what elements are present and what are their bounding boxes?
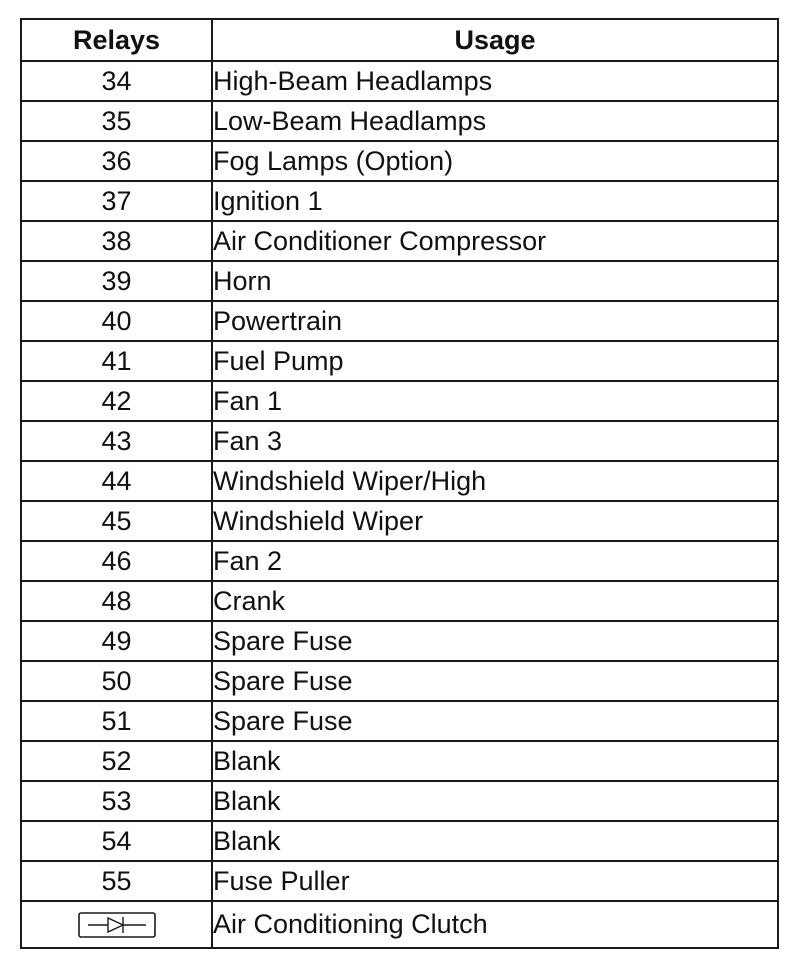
table-row: [21, 421, 778, 461]
table-row: [21, 901, 778, 948]
relay-usage: Spare Fuse: [212, 701, 778, 741]
relay-usage: Windshield Wiper: [212, 501, 778, 541]
table-row: [21, 861, 778, 901]
table-row: [21, 301, 778, 341]
ac-clutch-diode-symbol-icon: [78, 912, 156, 938]
relay-number: 37: [21, 181, 212, 221]
relay-number: 55: [21, 861, 212, 901]
relay-usage: Fuel Pump: [212, 341, 778, 381]
relay-usage: Fan 2: [212, 541, 778, 581]
relay-number: 35: [21, 101, 212, 141]
relay-usage: Fan 3: [212, 421, 778, 461]
relay-usage: Fog Lamps (Option): [212, 141, 778, 181]
table-row: [21, 261, 778, 301]
table-row: [21, 741, 778, 781]
table-row: [21, 61, 778, 101]
relay-number: 36: [21, 141, 212, 181]
relay-number: 42: [21, 381, 212, 421]
table-row: [21, 621, 778, 661]
relay-usage: Low-Beam Headlamps: [212, 101, 778, 141]
relay-number: 44: [21, 461, 212, 501]
table-row: [21, 821, 778, 861]
table-header-row: [21, 19, 778, 61]
table-row: [21, 581, 778, 621]
relay-usage: Air Conditioner Compressor: [212, 221, 778, 261]
relay-usage-table: [20, 18, 779, 949]
relay-number: 41: [21, 341, 212, 381]
relay-number: 46: [21, 541, 212, 581]
relay-number: 34: [21, 61, 212, 101]
table-row: [21, 661, 778, 701]
table-row: [21, 101, 778, 141]
relay-number: 43: [21, 421, 212, 461]
relay-number: 53: [21, 781, 212, 821]
ac-clutch-symbol-cell: [21, 901, 212, 948]
relay-usage: Blank: [212, 781, 778, 821]
relay-number: 48: [21, 581, 212, 621]
relay-number: 45: [21, 501, 212, 541]
relay-usage: Powertrain: [212, 301, 778, 341]
relay-usage: Fuse Puller: [212, 861, 778, 901]
relay-number: 38: [21, 221, 212, 261]
relay-number: 49: [21, 621, 212, 661]
relay-usage: Air Conditioning Clutch: [212, 901, 778, 948]
relay-usage: Blank: [212, 821, 778, 861]
relay-usage: Windshield Wiper/High: [212, 461, 778, 501]
table-row: [21, 701, 778, 741]
relay-usage: Spare Fuse: [212, 661, 778, 701]
relay-usage: Blank: [212, 741, 778, 781]
table-row: [21, 181, 778, 221]
table-row: [21, 141, 778, 181]
relay-usage: Ignition 1: [212, 181, 778, 221]
table-row: [21, 781, 778, 821]
table-row: [21, 341, 778, 381]
table-row: [21, 221, 778, 261]
table-row: [21, 461, 778, 501]
relay-number: 39: [21, 261, 212, 301]
relay-number: 54: [21, 821, 212, 861]
relays-column-header: Relays: [21, 19, 212, 61]
relay-usage: Spare Fuse: [212, 621, 778, 661]
table-row: [21, 501, 778, 541]
relay-usage: Fan 1: [212, 381, 778, 421]
table-row: [21, 541, 778, 581]
table-body: [21, 61, 778, 948]
relay-number: 51: [21, 701, 212, 741]
table-row: [21, 381, 778, 421]
relay-number: 50: [21, 661, 212, 701]
usage-column-header: Usage: [212, 19, 778, 61]
relay-usage: Horn: [212, 261, 778, 301]
relay-usage: Crank: [212, 581, 778, 621]
relay-number: 40: [21, 301, 212, 341]
relay-number: 52: [21, 741, 212, 781]
relay-usage: High-Beam Headlamps: [212, 61, 778, 101]
